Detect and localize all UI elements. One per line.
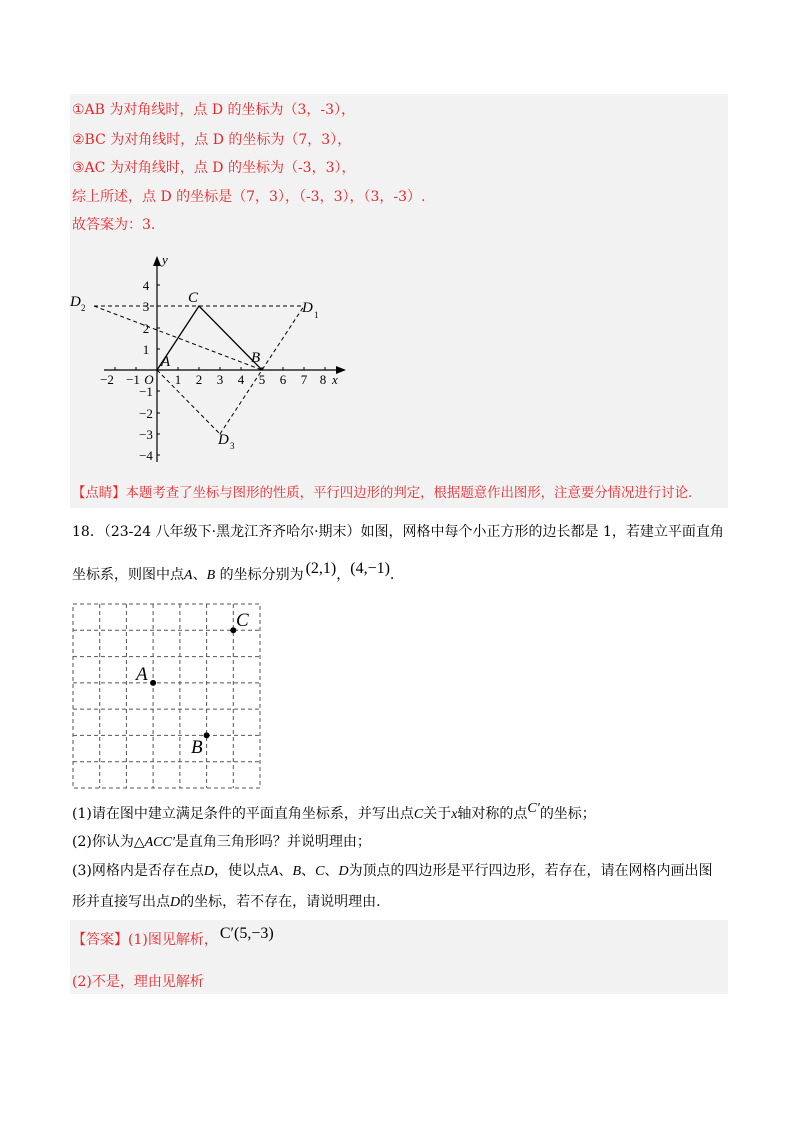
point-ref: C′ — [527, 801, 540, 816]
comment-line — [72, 484, 692, 504]
point-ref: D — [170, 895, 181, 910]
answer-coord: C′(5,−3) — [219, 925, 274, 942]
y-tick-label: 1 — [142, 342, 150, 357]
point-b-ref: B — [206, 568, 216, 583]
point-ref: A — [269, 864, 279, 879]
coordinate-graph — [66, 250, 356, 470]
solution-line-4: 综上所述，点 D 的坐标是（7，3），（-3，3），（3，-3）. — [72, 189, 426, 205]
question-text: ， — [336, 567, 351, 583]
x-tick-label: 2 — [195, 372, 203, 387]
answer-line-1 — [72, 925, 274, 950]
triangle-acb — [157, 306, 262, 370]
question-text: 坐标系，则图中点 — [72, 567, 184, 583]
x-tick-label: 3 — [216, 372, 224, 387]
point-ref: D — [338, 864, 349, 879]
point-d3-label: D — [218, 432, 229, 448]
solution-line-5: 故答案为：3. — [72, 217, 156, 233]
y-tick-label: −1 — [139, 384, 153, 399]
answer-text: (1)图见解析， — [128, 932, 218, 948]
part-text: 是直角三角形吗？并说明理由； — [174, 834, 371, 850]
question-text: 的坐标分别为 — [215, 567, 304, 583]
point-d2-subscript: 2 — [81, 303, 86, 313]
axis-ref: x — [451, 807, 458, 822]
comment-tag: 【点睛】 — [72, 486, 126, 501]
y-tick-label: −2 — [139, 406, 153, 421]
point-b — [204, 732, 210, 738]
part-text: (1)请在图中建立满足条件的平面直角坐标系，并写出点 — [72, 806, 414, 822]
x-axis-label: x — [332, 372, 338, 387]
part-text: 、 — [301, 863, 316, 879]
part-3-line-2 — [72, 892, 381, 913]
question-line-1 — [72, 522, 724, 542]
y-axis-arrow — [153, 256, 161, 266]
part-1 — [72, 801, 596, 825]
y-tick-label: 4 — [142, 278, 150, 293]
y-tick-label: −3 — [139, 427, 153, 442]
part-text: ，使以点 — [213, 863, 270, 879]
x-tick-label: 7 — [300, 372, 308, 387]
triangle-ref: △ACC′ — [133, 835, 175, 850]
part-text: (2)你认为 — [72, 834, 134, 850]
x-tick-label: 4 — [237, 372, 245, 387]
part-text: (3)网格内是否存在点 — [72, 863, 204, 879]
question-intro: 如图，网格中每个小正方形的边长都是 1，若建立平面直角 — [360, 524, 724, 540]
point-ref: B — [292, 864, 302, 879]
solution-line-1: ①AB 为对角线时，点 D 的坐标为（3，-3）， — [72, 102, 356, 118]
y-tick-label: −4 — [139, 448, 153, 463]
grid-label-a: A — [136, 664, 148, 685]
coord-a: (2,1) — [305, 560, 337, 577]
dashed-a-d3 — [157, 370, 220, 434]
point-ref: C — [315, 864, 325, 879]
point-ref: D — [203, 864, 214, 879]
part-text: 为顶点的四边形是平行四边形，若存在，请在网格内画出图 — [348, 863, 713, 879]
point-ref: C — [413, 807, 424, 822]
point-c-label: C — [188, 290, 199, 306]
answer-tag: 【答案】 — [72, 932, 128, 948]
point-b-label: B — [251, 350, 261, 366]
solution-line-3: ③AC 为对角线时，点 D 的坐标为（-3，3）， — [72, 160, 356, 176]
part-text: 形并直接写出点 — [72, 894, 170, 910]
coord-b: (4,−1) — [350, 560, 390, 577]
point-a-ref: A — [184, 568, 193, 583]
y-tick-label: 2 — [142, 321, 150, 336]
x-tick-label: 5 — [258, 372, 266, 387]
part-3-line-1 — [72, 861, 713, 882]
point-d1-subscript: 1 — [314, 310, 319, 320]
part-text: 轴对称的点 — [457, 806, 528, 822]
grid-label-b: B — [191, 737, 203, 758]
part-text: 关于 — [423, 806, 452, 822]
question-number: 18． — [72, 524, 104, 540]
part-text: 、 — [278, 863, 293, 879]
grid-figure — [70, 600, 270, 792]
comment-text: 本题考查了坐标与图形的性质，平行四边形的判定，根据题意作出图形，注意要分情况进行讨论. — [125, 486, 693, 501]
point-a-label: A — [161, 354, 171, 370]
answer-line-2: (2)不是，理由见解析 — [72, 974, 204, 990]
point-a — [150, 680, 156, 686]
point-d2-label: D — [70, 294, 81, 310]
x-tick-label: −2 — [100, 372, 114, 387]
part-text: 、 — [324, 863, 339, 879]
point-d3-subscript: 3 — [230, 441, 235, 451]
y-tick-label: 3 — [142, 299, 150, 314]
solution-line-2: ②BC 为对角线时，点 D 的坐标为（7，3）， — [72, 132, 352, 148]
question-source: （23-24 八年级下·黑龙江齐齐哈尔·期末） — [103, 524, 361, 540]
part-2 — [72, 832, 371, 853]
x-tick-label: 1 — [174, 372, 182, 387]
question-text: . — [389, 567, 395, 583]
part-text: 的坐标，若不存在，请说明理由. — [180, 894, 381, 910]
y-axis-label: y — [162, 252, 168, 267]
grid-label-c: C — [236, 610, 249, 631]
part-text: 的坐标； — [539, 806, 596, 822]
x-tick-label: −1 — [126, 372, 140, 387]
origin-label: O — [144, 372, 154, 387]
x-tick-label: 8 — [319, 372, 327, 387]
question-text: 、 — [192, 567, 207, 583]
x-tick-label: 6 — [279, 372, 287, 387]
question-line-2 — [72, 560, 395, 588]
point-d1-label: D — [302, 300, 313, 316]
